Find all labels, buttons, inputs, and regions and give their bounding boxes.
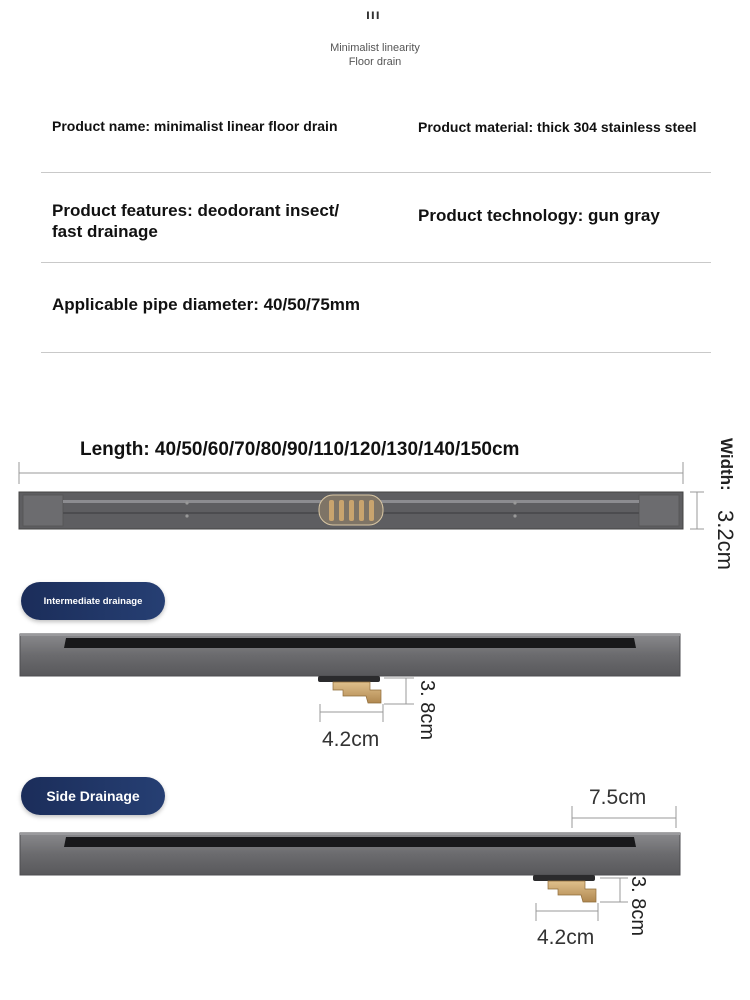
drain-side-view [20, 833, 680, 902]
width-label: Width: [717, 438, 736, 491]
spec-product-material: Product material: thick 304 stainless steel [418, 119, 697, 135]
top-mark: ııı [366, 6, 381, 22]
length-label: Length: 40/50/60/70/80/90/110/120/130/140/150cm [80, 439, 520, 460]
spec-features-line2: fast drainage [52, 222, 158, 241]
width-value: 3.2cm [713, 510, 738, 570]
spec-pipe-diameter: Applicable pipe diameter: 40/50/75mm [52, 295, 361, 314]
drain-top-view [19, 492, 683, 529]
intermediate-outlet-width: 4.2cm [322, 728, 380, 751]
side-drainage-badge: Side Drainage [21, 777, 165, 815]
page-title-line2: Floor drain [348, 56, 402, 68]
side-outlet-height: 3. 8cm [627, 876, 649, 937]
intermediate-drainage-badge: Intermediate drainage [21, 582, 165, 620]
side-offset-width: 7.5cm [589, 786, 647, 809]
spec-product-technology: Product technology: gun gray [418, 206, 660, 225]
page-title-line1: Minimalist linearity [330, 42, 420, 54]
spec-features-line1: Product features: deodorant insect/ [52, 201, 340, 220]
width-dimension-line [690, 492, 704, 529]
length-dimension-line [19, 462, 683, 484]
drain-intermediate-view [20, 634, 680, 703]
spec-product-name: Product name: minimalist linear floor drain [52, 118, 338, 134]
intermediate-outlet-height: 3. 8cm [416, 680, 438, 741]
side-outlet-width: 4.2cm [537, 926, 595, 949]
